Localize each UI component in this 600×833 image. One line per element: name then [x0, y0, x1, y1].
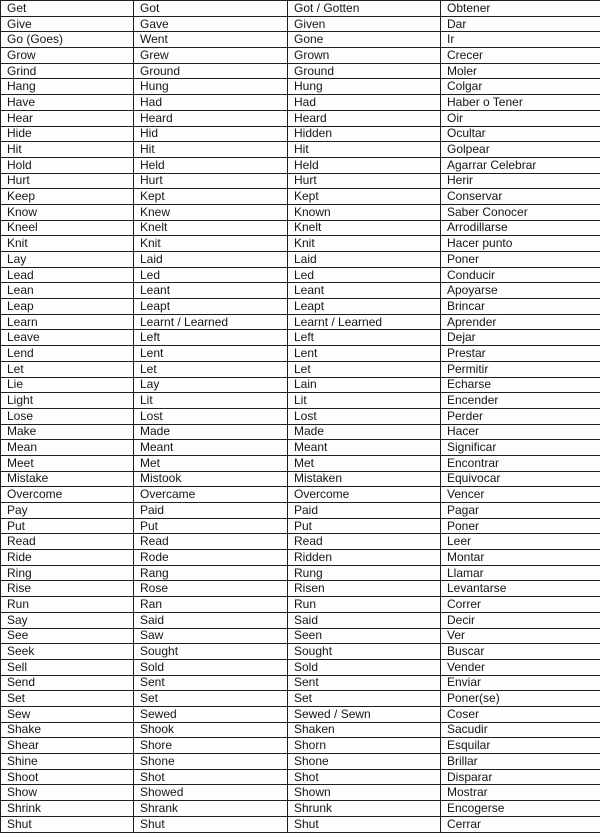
table-row — [1, 628, 600, 644]
cell-base-form: Light — [1, 393, 134, 409]
cell-base-form: Keep — [1, 189, 134, 205]
cell-past-participle: Put — [288, 518, 441, 534]
cell-spanish-meaning: Haber o Tener — [441, 95, 600, 111]
cell-base-form: Shoot — [1, 769, 134, 785]
cell-base-form: Hang — [1, 79, 134, 95]
cell-past-participle: Sought — [288, 644, 441, 660]
table-row — [1, 16, 600, 32]
cell-base-form: Shut — [1, 816, 134, 832]
cell-spanish-meaning: Dar — [441, 16, 600, 32]
cell-past-simple: Lay — [134, 377, 288, 393]
table-row — [1, 785, 600, 801]
cell-spanish-meaning: Obtener — [441, 1, 600, 17]
cell-base-form: Let — [1, 361, 134, 377]
cell-base-form: Ring — [1, 565, 134, 581]
cell-spanish-meaning: Leer — [441, 534, 600, 550]
cell-base-form: Mean — [1, 440, 134, 456]
table-row — [1, 581, 600, 597]
cell-past-participle: Rung — [288, 565, 441, 581]
cell-spanish-meaning: Colgar — [441, 79, 600, 95]
table-row — [1, 189, 600, 205]
table-row — [1, 204, 600, 220]
cell-past-simple: Knelt — [134, 220, 288, 236]
cell-past-participle: Seen — [288, 628, 441, 644]
table-row — [1, 565, 600, 581]
table-row — [1, 769, 600, 785]
cell-past-participle: Had — [288, 95, 441, 111]
cell-base-form: Say — [1, 612, 134, 628]
cell-spanish-meaning: Apoyarse — [441, 283, 600, 299]
table-row — [1, 691, 600, 707]
table-row — [1, 330, 600, 346]
cell-base-form: Overcome — [1, 487, 134, 503]
cell-base-form: Leave — [1, 330, 134, 346]
table-row — [1, 455, 600, 471]
table-row — [1, 754, 600, 770]
table-row — [1, 471, 600, 487]
cell-spanish-meaning: Ocultar — [441, 126, 600, 142]
cell-past-simple: Lent — [134, 346, 288, 362]
cell-past-participle: Hidden — [288, 126, 441, 142]
table-row — [1, 48, 600, 64]
cell-past-simple: Ran — [134, 597, 288, 613]
cell-past-simple: Shook — [134, 722, 288, 738]
cell-spanish-meaning: Montar — [441, 550, 600, 566]
cell-past-simple: Grew — [134, 48, 288, 64]
cell-past-simple: Rang — [134, 565, 288, 581]
cell-spanish-meaning: Buscar — [441, 644, 600, 660]
cell-past-simple: Let — [134, 361, 288, 377]
cell-base-form: Give — [1, 16, 134, 32]
table-row — [1, 816, 600, 832]
table-row — [1, 173, 600, 189]
cell-past-simple: Sewed — [134, 706, 288, 722]
cell-base-form: Lie — [1, 377, 134, 393]
cell-past-simple: Gave — [134, 16, 288, 32]
cell-past-participle: Shrunk — [288, 801, 441, 817]
cell-base-form: Send — [1, 675, 134, 691]
table-row — [1, 314, 600, 330]
cell-past-simple: Made — [134, 424, 288, 440]
cell-past-participle: Shaken — [288, 722, 441, 738]
cell-past-simple: Put — [134, 518, 288, 534]
cell-base-form: Seek — [1, 644, 134, 660]
cell-spanish-meaning: Encender — [441, 393, 600, 409]
cell-spanish-meaning: Crecer — [441, 48, 600, 64]
cell-past-participle: Said — [288, 612, 441, 628]
table-row — [1, 534, 600, 550]
cell-base-form: Hear — [1, 110, 134, 126]
cell-past-simple: Lit — [134, 393, 288, 409]
cell-past-participle: Met — [288, 455, 441, 471]
cell-past-participle: Hit — [288, 142, 441, 158]
table-row — [1, 63, 600, 79]
cell-past-participle: Shorn — [288, 738, 441, 754]
cell-past-simple: Showed — [134, 785, 288, 801]
cell-spanish-meaning: Significar — [441, 440, 600, 456]
cell-spanish-meaning: Perder — [441, 408, 600, 424]
cell-past-simple: Meant — [134, 440, 288, 456]
table-row — [1, 220, 600, 236]
cell-past-simple: Saw — [134, 628, 288, 644]
table-row — [1, 408, 600, 424]
cell-past-participle: Grown — [288, 48, 441, 64]
cell-spanish-meaning: Mostrar — [441, 785, 600, 801]
cell-spanish-meaning: Ir — [441, 32, 600, 48]
cell-past-simple: Rose — [134, 581, 288, 597]
table-row — [1, 377, 600, 393]
cell-base-form: Hurt — [1, 173, 134, 189]
cell-spanish-meaning: Ver — [441, 628, 600, 644]
cell-past-participle: Shown — [288, 785, 441, 801]
table-row — [1, 393, 600, 409]
cell-base-form: Lean — [1, 283, 134, 299]
cell-past-simple: Leant — [134, 283, 288, 299]
cell-past-participle: Learnt / Learned — [288, 314, 441, 330]
cell-past-participle: Led — [288, 267, 441, 283]
cell-past-participle: Sold — [288, 659, 441, 675]
cell-past-simple: Lost — [134, 408, 288, 424]
cell-base-form: Shake — [1, 722, 134, 738]
cell-past-simple: Left — [134, 330, 288, 346]
cell-spanish-meaning: Vender — [441, 659, 600, 675]
cell-past-simple: Learnt / Learned — [134, 314, 288, 330]
cell-spanish-meaning: Encogerse — [441, 801, 600, 817]
cell-past-simple: Overcame — [134, 487, 288, 503]
cell-base-form: Set — [1, 691, 134, 707]
cell-spanish-meaning: Brincar — [441, 299, 600, 315]
cell-spanish-meaning: Conducir — [441, 267, 600, 283]
cell-past-simple: Laid — [134, 252, 288, 268]
cell-past-simple: Knew — [134, 204, 288, 220]
cell-spanish-meaning: Decir — [441, 612, 600, 628]
cell-past-simple: Had — [134, 95, 288, 111]
cell-base-form: Sew — [1, 706, 134, 722]
cell-past-simple: Said — [134, 612, 288, 628]
cell-base-form: Hold — [1, 157, 134, 173]
cell-spanish-meaning: Agarrar Celebrar — [441, 157, 600, 173]
cell-base-form: Shear — [1, 738, 134, 754]
cell-base-form: Make — [1, 424, 134, 440]
cell-base-form: Lend — [1, 346, 134, 362]
cell-spanish-meaning: Brillar — [441, 754, 600, 770]
cell-base-form: Shrink — [1, 801, 134, 817]
table-row — [1, 1, 600, 17]
cell-past-simple: Sold — [134, 659, 288, 675]
table-row — [1, 597, 600, 613]
cell-past-participle: Lent — [288, 346, 441, 362]
cell-past-participle: Left — [288, 330, 441, 346]
cell-base-form: Run — [1, 597, 134, 613]
table-row — [1, 503, 600, 519]
table-row — [1, 487, 600, 503]
cell-spanish-meaning: Dejar — [441, 330, 600, 346]
cell-spanish-meaning: Saber Conocer — [441, 204, 600, 220]
cell-past-participle: Ground — [288, 63, 441, 79]
cell-spanish-meaning: Vencer — [441, 487, 600, 503]
cell-spanish-meaning: Sacudir — [441, 722, 600, 738]
cell-past-simple: Hid — [134, 126, 288, 142]
cell-base-form: Rise — [1, 581, 134, 597]
cell-past-participle: Held — [288, 157, 441, 173]
table-row — [1, 722, 600, 738]
cell-past-simple: Got — [134, 1, 288, 17]
table-row — [1, 644, 600, 660]
cell-spanish-meaning: Enviar — [441, 675, 600, 691]
cell-spanish-meaning: Echarse — [441, 377, 600, 393]
cell-base-form: Go (Goes) — [1, 32, 134, 48]
cell-base-form: Kneel — [1, 220, 134, 236]
table-row — [1, 236, 600, 252]
cell-spanish-meaning: Golpear — [441, 142, 600, 158]
cell-past-participle: Got / Gotten — [288, 1, 441, 17]
cell-past-participle: Lost — [288, 408, 441, 424]
cell-past-participle: Gone — [288, 32, 441, 48]
cell-base-form: Sell — [1, 659, 134, 675]
cell-past-simple: Shone — [134, 754, 288, 770]
cell-spanish-meaning: Encontrar — [441, 455, 600, 471]
cell-spanish-meaning: Hacer — [441, 424, 600, 440]
cell-base-form: Meet — [1, 455, 134, 471]
cell-past-participle: Heard — [288, 110, 441, 126]
cell-past-simple: Shot — [134, 769, 288, 785]
cell-spanish-meaning: Levantarse — [441, 581, 600, 597]
cell-past-participle: Ridden — [288, 550, 441, 566]
cell-past-simple: Ground — [134, 63, 288, 79]
cell-past-simple: Sent — [134, 675, 288, 691]
cell-past-simple: Kept — [134, 189, 288, 205]
table-row — [1, 126, 600, 142]
cell-past-simple: Knit — [134, 236, 288, 252]
table-row — [1, 361, 600, 377]
table-row — [1, 157, 600, 173]
cell-past-simple: Led — [134, 267, 288, 283]
cell-past-participle: Shot — [288, 769, 441, 785]
cell-base-form: See — [1, 628, 134, 644]
cell-base-form: Lead — [1, 267, 134, 283]
table-row — [1, 706, 600, 722]
cell-past-simple: Sought — [134, 644, 288, 660]
cell-base-form: Put — [1, 518, 134, 534]
cell-past-participle: Known — [288, 204, 441, 220]
cell-past-simple: Hurt — [134, 173, 288, 189]
cell-spanish-meaning: Equivocar — [441, 471, 600, 487]
cell-past-participle: Sent — [288, 675, 441, 691]
cell-spanish-meaning: Conservar — [441, 189, 600, 205]
cell-base-form: Have — [1, 95, 134, 111]
cell-past-participle: Hurt — [288, 173, 441, 189]
cell-past-participle: Shut — [288, 816, 441, 832]
cell-spanish-meaning: Esquilar — [441, 738, 600, 754]
cell-past-participle: Hung — [288, 79, 441, 95]
cell-base-form: Ride — [1, 550, 134, 566]
cell-base-form: Pay — [1, 503, 134, 519]
cell-base-form: Leap — [1, 299, 134, 315]
cell-spanish-meaning: Herir — [441, 173, 600, 189]
cell-past-participle: Set — [288, 691, 441, 707]
cell-past-participle: Lain — [288, 377, 441, 393]
cell-spanish-meaning: Aprender — [441, 314, 600, 330]
cell-past-simple: Mistook — [134, 471, 288, 487]
cell-past-participle: Knit — [288, 236, 441, 252]
cell-base-form: Shine — [1, 754, 134, 770]
table-row — [1, 142, 600, 158]
cell-past-participle: Lit — [288, 393, 441, 409]
cell-spanish-meaning: Poner — [441, 518, 600, 534]
cell-base-form: Grow — [1, 48, 134, 64]
cell-spanish-meaning: Coser — [441, 706, 600, 722]
cell-past-participle: Run — [288, 597, 441, 613]
cell-past-simple: Paid — [134, 503, 288, 519]
cell-past-simple: Shore — [134, 738, 288, 754]
table-row — [1, 738, 600, 754]
table-row — [1, 267, 600, 283]
cell-base-form: Knit — [1, 236, 134, 252]
cell-spanish-meaning: Cerrar — [441, 816, 600, 832]
cell-spanish-meaning: Poner(se) — [441, 691, 600, 707]
cell-base-form: Grind — [1, 63, 134, 79]
cell-base-form: Hide — [1, 126, 134, 142]
table-row — [1, 95, 600, 111]
cell-past-participle: Risen — [288, 581, 441, 597]
cell-past-participle: Overcome — [288, 487, 441, 503]
cell-past-participle: Let — [288, 361, 441, 377]
table-row — [1, 32, 600, 48]
cell-past-participle: Leant — [288, 283, 441, 299]
table-row — [1, 252, 600, 268]
cell-spanish-meaning: Llamar — [441, 565, 600, 581]
cell-past-participle: Given — [288, 16, 441, 32]
cell-past-participle: Paid — [288, 503, 441, 519]
cell-base-form: Know — [1, 204, 134, 220]
cell-past-participle: Mistaken — [288, 471, 441, 487]
cell-spanish-meaning: Moler — [441, 63, 600, 79]
cell-past-participle: Made — [288, 424, 441, 440]
cell-spanish-meaning: Poner — [441, 252, 600, 268]
table-row — [1, 346, 600, 362]
cell-spanish-meaning: Arrodillarse — [441, 220, 600, 236]
cell-past-simple: Set — [134, 691, 288, 707]
cell-spanish-meaning: Correr — [441, 597, 600, 613]
cell-past-participle: Shone — [288, 754, 441, 770]
table-row — [1, 299, 600, 315]
table-row — [1, 675, 600, 691]
cell-past-participle: Read — [288, 534, 441, 550]
table-row — [1, 424, 600, 440]
verbs-table-body — [1, 1, 600, 833]
cell-spanish-meaning: Pagar — [441, 503, 600, 519]
cell-past-simple: Hit — [134, 142, 288, 158]
table-row — [1, 612, 600, 628]
cell-base-form: Lay — [1, 252, 134, 268]
cell-past-simple: Shrank — [134, 801, 288, 817]
cell-past-simple: Read — [134, 534, 288, 550]
cell-spanish-meaning: Permitir — [441, 361, 600, 377]
cell-past-participle: Leapt — [288, 299, 441, 315]
cell-past-simple: Hung — [134, 79, 288, 95]
table-row — [1, 440, 600, 456]
cell-past-participle: Knelt — [288, 220, 441, 236]
cell-base-form: Show — [1, 785, 134, 801]
cell-past-participle: Kept — [288, 189, 441, 205]
cell-past-simple: Leapt — [134, 299, 288, 315]
table-row — [1, 550, 600, 566]
cell-past-simple: Held — [134, 157, 288, 173]
cell-base-form: Get — [1, 1, 134, 17]
cell-spanish-meaning: Oir — [441, 110, 600, 126]
cell-past-simple: Heard — [134, 110, 288, 126]
cell-base-form: Hit — [1, 142, 134, 158]
cell-spanish-meaning: Hacer punto — [441, 236, 600, 252]
table-row — [1, 110, 600, 126]
cell-past-simple: Shut — [134, 816, 288, 832]
table-row — [1, 283, 600, 299]
cell-spanish-meaning: Prestar — [441, 346, 600, 362]
table-row — [1, 518, 600, 534]
cell-spanish-meaning: Disparar — [441, 769, 600, 785]
table-row — [1, 659, 600, 675]
cell-past-participle: Meant — [288, 440, 441, 456]
cell-base-form: Learn — [1, 314, 134, 330]
cell-past-simple: Met — [134, 455, 288, 471]
cell-past-simple: Went — [134, 32, 288, 48]
cell-base-form: Mistake — [1, 471, 134, 487]
cell-base-form: Read — [1, 534, 134, 550]
table-row — [1, 801, 600, 817]
table-row — [1, 79, 600, 95]
cell-past-participle: Laid — [288, 252, 441, 268]
cell-past-simple: Rode — [134, 550, 288, 566]
cell-base-form: Lose — [1, 408, 134, 424]
cell-past-participle: Sewed / Sewn — [288, 706, 441, 722]
